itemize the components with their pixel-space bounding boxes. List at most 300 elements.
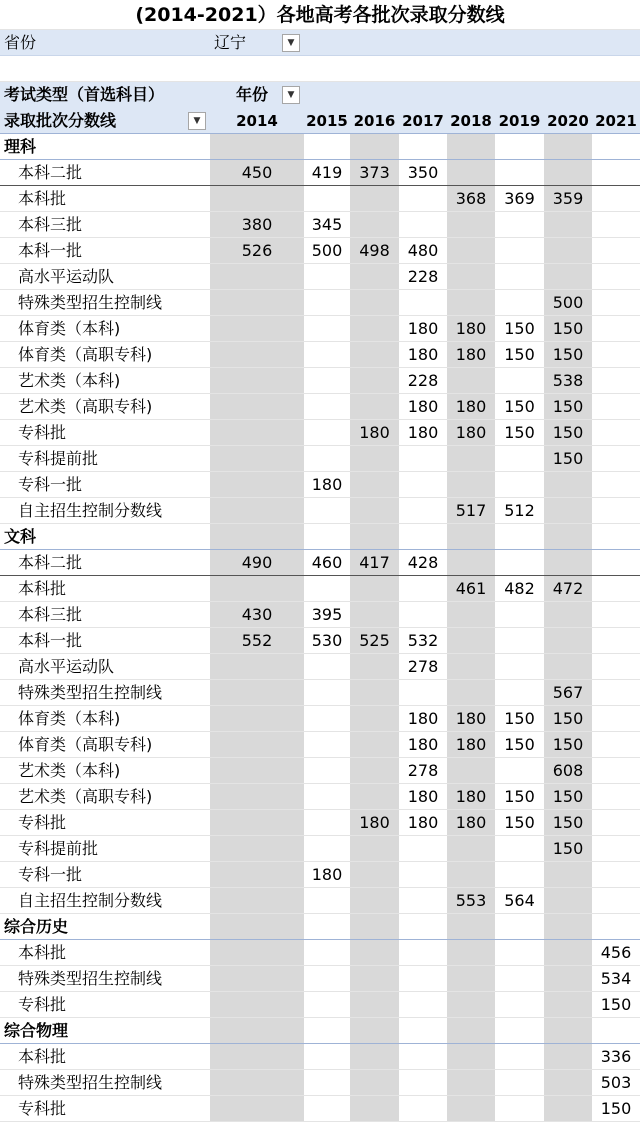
group-label[interactable]: 综合历史 [4, 917, 69, 936]
value-cell[interactable] [544, 1044, 592, 1069]
value-cell[interactable] [350, 290, 399, 315]
value-cell[interactable] [350, 342, 399, 367]
value-cell[interactable] [350, 576, 399, 601]
row-label[interactable]: 专科批 [18, 813, 67, 832]
value-cell[interactable] [210, 1044, 304, 1069]
value-cell[interactable] [495, 212, 544, 237]
value-cell[interactable] [544, 992, 592, 1017]
value-cell[interactable] [447, 550, 495, 575]
value-cell[interactable] [592, 212, 640, 237]
value-cell[interactable] [592, 290, 640, 315]
value-cell[interactable] [350, 446, 399, 471]
value-cell[interactable] [447, 862, 495, 887]
value-cell[interactable] [304, 368, 350, 393]
row-label[interactable]: 艺术类（高职专科) [18, 787, 153, 806]
value-cell[interactable] [304, 992, 350, 1017]
value-cell[interactable]: 530 [311, 631, 343, 650]
value-cell[interactable]: 480 [407, 241, 439, 260]
row-label[interactable]: 本科一批 [18, 241, 83, 260]
row-label[interactable]: 本科三批 [18, 215, 83, 234]
value-cell[interactable]: 150 [544, 342, 592, 367]
row-label[interactable]: 本科三批 [18, 605, 83, 624]
value-cell[interactable]: 472 [544, 576, 592, 601]
value-cell[interactable] [304, 290, 350, 315]
value-cell[interactable] [350, 888, 399, 913]
value-cell[interactable] [350, 1044, 399, 1069]
row-label[interactable]: 自主招生控制分数线 [18, 891, 163, 910]
value-cell[interactable] [447, 264, 495, 289]
value-cell[interactable] [304, 264, 350, 289]
value-cell[interactable] [210, 342, 304, 367]
value-cell[interactable] [447, 602, 495, 627]
value-cell[interactable] [447, 836, 495, 861]
value-cell[interactable] [495, 992, 544, 1017]
value-cell[interactable]: 150 [544, 836, 592, 861]
value-cell[interactable] [304, 1044, 350, 1069]
value-cell[interactable]: 417 [350, 550, 399, 575]
value-cell[interactable]: 538 [544, 368, 592, 393]
value-cell[interactable] [399, 290, 447, 315]
value-cell[interactable]: 460 [311, 553, 343, 572]
value-cell[interactable] [592, 576, 640, 601]
value-cell[interactable] [544, 966, 592, 991]
value-cell[interactable]: 526 [210, 238, 304, 263]
value-cell[interactable] [495, 550, 544, 575]
value-cell[interactable] [592, 810, 640, 835]
value-cell[interactable] [350, 940, 399, 965]
row-label[interactable]: 本科二批 [18, 163, 83, 182]
value-cell[interactable]: 180 [350, 420, 399, 445]
value-cell[interactable] [447, 446, 495, 471]
value-cell[interactable] [210, 186, 304, 211]
row-label[interactable]: 本科批 [18, 943, 67, 962]
value-cell[interactable] [544, 628, 592, 653]
value-cell[interactable]: 500 [544, 290, 592, 315]
value-cell[interactable]: 373 [350, 160, 399, 185]
value-cell[interactable] [399, 446, 447, 471]
value-cell[interactable] [210, 472, 304, 497]
value-cell[interactable] [544, 498, 592, 523]
row-label[interactable]: 专科提前批 [18, 839, 99, 858]
value-cell[interactable] [544, 238, 592, 263]
value-cell[interactable]: 150 [504, 709, 535, 728]
value-cell[interactable] [495, 368, 544, 393]
value-cell[interactable] [210, 680, 304, 705]
value-cell[interactable] [210, 654, 304, 679]
value-cell[interactable] [304, 940, 350, 965]
value-cell[interactable]: 228 [407, 371, 439, 390]
value-cell[interactable] [210, 446, 304, 471]
value-cell[interactable]: 150 [544, 394, 592, 419]
value-cell[interactable]: 450 [210, 160, 304, 185]
value-cell[interactable] [592, 628, 640, 653]
value-cell[interactable]: 180 [447, 732, 495, 757]
value-cell[interactable] [399, 472, 447, 497]
value-cell[interactable] [495, 1044, 544, 1069]
value-cell[interactable] [544, 602, 592, 627]
value-cell[interactable] [592, 446, 640, 471]
value-cell[interactable] [447, 238, 495, 263]
value-cell[interactable] [544, 550, 592, 575]
value-cell[interactable] [447, 940, 495, 965]
row-label[interactable]: 体育类（本科) [18, 319, 121, 338]
value-cell[interactable] [350, 186, 399, 211]
value-cell[interactable]: 345 [311, 215, 343, 234]
value-cell[interactable]: 150 [504, 319, 535, 338]
value-cell[interactable] [592, 862, 640, 887]
value-cell[interactable]: 461 [447, 576, 495, 601]
value-cell[interactable] [210, 784, 304, 809]
value-cell[interactable] [350, 992, 399, 1017]
value-cell[interactable] [544, 264, 592, 289]
value-cell[interactable] [210, 576, 304, 601]
value-cell[interactable] [447, 1070, 495, 1095]
value-cell[interactable]: 553 [447, 888, 495, 913]
value-cell[interactable] [210, 264, 304, 289]
value-cell[interactable] [350, 1070, 399, 1095]
value-cell[interactable] [592, 550, 640, 575]
value-cell[interactable]: 564 [504, 891, 535, 910]
value-cell[interactable] [592, 420, 640, 445]
value-cell[interactable]: 180 [447, 706, 495, 731]
value-cell[interactable] [495, 1070, 544, 1095]
value-cell[interactable] [399, 212, 447, 237]
value-cell[interactable]: 336 [600, 1047, 632, 1066]
row-label[interactable]: 专科一批 [18, 865, 83, 884]
value-cell[interactable]: 369 [504, 189, 535, 208]
value-cell[interactable] [447, 654, 495, 679]
value-cell[interactable] [399, 498, 447, 523]
value-cell[interactable] [210, 394, 304, 419]
row-label[interactable]: 特殊类型招生控制线 [18, 293, 163, 312]
value-cell[interactable] [350, 966, 399, 991]
value-cell[interactable] [399, 940, 447, 965]
value-cell[interactable] [304, 888, 350, 913]
value-cell[interactable] [210, 1096, 304, 1121]
value-cell[interactable] [210, 368, 304, 393]
value-cell[interactable] [304, 810, 350, 835]
row-label[interactable]: 专科批 [18, 1099, 67, 1118]
value-cell[interactable] [399, 1070, 447, 1095]
value-cell[interactable] [592, 654, 640, 679]
value-cell[interactable] [544, 472, 592, 497]
value-cell[interactable] [304, 342, 350, 367]
value-cell[interactable] [495, 940, 544, 965]
value-cell[interactable] [304, 680, 350, 705]
value-cell[interactable] [544, 940, 592, 965]
value-cell[interactable] [447, 472, 495, 497]
value-cell[interactable] [495, 446, 544, 471]
row-label[interactable]: 自主招生控制分数线 [18, 501, 163, 520]
value-cell[interactable] [210, 706, 304, 731]
row-label[interactable]: 特殊类型招生控制线 [18, 683, 163, 702]
value-cell[interactable] [350, 394, 399, 419]
value-cell[interactable]: 512 [504, 501, 535, 520]
value-cell[interactable]: 278 [407, 657, 439, 676]
row-label[interactable]: 本科一批 [18, 631, 83, 650]
value-cell[interactable] [495, 628, 544, 653]
value-cell[interactable]: 150 [504, 345, 535, 364]
value-cell[interactable]: 150 [504, 735, 535, 754]
value-cell[interactable] [350, 264, 399, 289]
value-cell[interactable]: 278 [407, 761, 439, 780]
value-cell[interactable] [304, 732, 350, 757]
group-label[interactable]: 理科 [4, 137, 37, 156]
value-cell[interactable] [210, 862, 304, 887]
value-cell[interactable] [495, 160, 544, 185]
value-cell[interactable]: 567 [544, 680, 592, 705]
value-cell[interactable] [447, 212, 495, 237]
value-cell[interactable] [544, 1070, 592, 1095]
value-cell[interactable]: 525 [350, 628, 399, 653]
value-cell[interactable] [592, 472, 640, 497]
row-label[interactable]: 专科一批 [18, 475, 83, 494]
value-cell[interactable] [210, 732, 304, 757]
value-cell[interactable] [592, 888, 640, 913]
value-cell[interactable] [304, 394, 350, 419]
value-cell[interactable]: 180 [447, 342, 495, 367]
value-cell[interactable] [210, 758, 304, 783]
value-cell[interactable] [544, 212, 592, 237]
value-cell[interactable]: 180 [447, 420, 495, 445]
value-cell[interactable]: 180 [311, 865, 343, 884]
value-cell[interactable] [447, 1096, 495, 1121]
value-cell[interactable]: 517 [447, 498, 495, 523]
value-cell[interactable] [304, 576, 350, 601]
row-label[interactable]: 本科批 [18, 579, 67, 598]
value-cell[interactable] [350, 680, 399, 705]
value-cell[interactable] [592, 342, 640, 367]
value-cell[interactable] [350, 498, 399, 523]
value-cell[interactable] [304, 1070, 350, 1095]
value-cell[interactable] [399, 1044, 447, 1069]
value-cell[interactable] [399, 836, 447, 861]
value-cell[interactable]: 395 [311, 605, 343, 624]
value-cell[interactable]: 180 [407, 397, 439, 416]
year-dropdown-icon[interactable]: ▼ [282, 86, 300, 104]
value-cell[interactable] [592, 498, 640, 523]
row-label[interactable]: 特殊类型招生控制线 [18, 1073, 163, 1092]
value-cell[interactable] [399, 602, 447, 627]
group-label[interactable]: 文科 [4, 527, 37, 546]
filter-value[interactable]: 辽宁 [214, 33, 247, 52]
value-cell[interactable] [304, 758, 350, 783]
value-cell[interactable]: 482 [504, 579, 535, 598]
value-cell[interactable]: 552 [210, 628, 304, 653]
value-cell[interactable]: 180 [407, 813, 439, 832]
value-cell[interactable] [210, 316, 304, 341]
value-cell[interactable]: 500 [311, 241, 343, 260]
value-cell[interactable] [495, 264, 544, 289]
value-cell[interactable] [495, 602, 544, 627]
value-cell[interactable] [495, 758, 544, 783]
value-cell[interactable]: 180 [311, 475, 343, 494]
value-cell[interactable]: 150 [600, 995, 632, 1014]
value-cell[interactable] [592, 602, 640, 627]
value-cell[interactable] [210, 836, 304, 861]
value-cell[interactable] [304, 654, 350, 679]
value-cell[interactable] [350, 758, 399, 783]
value-cell[interactable]: 150 [544, 420, 592, 445]
value-cell[interactable]: 180 [407, 787, 439, 806]
value-cell[interactable] [544, 888, 592, 913]
row-label[interactable]: 艺术类（本科) [18, 371, 121, 390]
value-cell[interactable] [304, 186, 350, 211]
value-cell[interactable]: 428 [407, 553, 439, 572]
value-cell[interactable] [304, 498, 350, 523]
value-cell[interactable] [447, 680, 495, 705]
value-cell[interactable]: 380 [210, 212, 304, 237]
value-cell[interactable] [447, 992, 495, 1017]
value-cell[interactable]: 180 [447, 394, 495, 419]
value-cell[interactable] [447, 1044, 495, 1069]
row-label[interactable]: 本科批 [18, 1047, 67, 1066]
value-cell[interactable]: 150 [600, 1099, 632, 1118]
value-cell[interactable] [210, 888, 304, 913]
value-cell[interactable] [304, 420, 350, 445]
value-cell[interactable] [304, 966, 350, 991]
value-cell[interactable] [592, 680, 640, 705]
value-cell[interactable] [304, 836, 350, 861]
value-cell[interactable]: 180 [447, 810, 495, 835]
row-label[interactable]: 本科批 [18, 189, 67, 208]
value-cell[interactable] [592, 758, 640, 783]
value-cell[interactable]: 180 [407, 319, 439, 338]
value-cell[interactable]: 150 [544, 784, 592, 809]
value-cell[interactable]: 180 [447, 784, 495, 809]
value-cell[interactable] [399, 1096, 447, 1121]
row-label[interactable]: 体育类（本科) [18, 709, 121, 728]
value-cell[interactable]: 456 [600, 943, 632, 962]
value-cell[interactable] [304, 446, 350, 471]
value-cell[interactable] [544, 654, 592, 679]
value-cell[interactable] [495, 290, 544, 315]
value-cell[interactable] [447, 758, 495, 783]
group-label[interactable]: 综合物理 [4, 1021, 69, 1040]
value-cell[interactable]: 150 [544, 446, 592, 471]
row-label[interactable]: 专科批 [18, 423, 67, 442]
value-cell[interactable] [592, 368, 640, 393]
value-cell[interactable]: 150 [504, 423, 535, 442]
row-label[interactable]: 专科提前批 [18, 449, 99, 468]
value-cell[interactable] [495, 1096, 544, 1121]
value-cell[interactable] [210, 498, 304, 523]
value-cell[interactable] [350, 316, 399, 341]
value-cell[interactable] [495, 472, 544, 497]
value-cell[interactable]: 368 [447, 186, 495, 211]
value-cell[interactable] [350, 654, 399, 679]
value-cell[interactable] [210, 992, 304, 1017]
value-cell[interactable] [350, 212, 399, 237]
value-cell[interactable]: 503 [600, 1073, 632, 1092]
value-cell[interactable]: 608 [544, 758, 592, 783]
value-cell[interactable] [495, 238, 544, 263]
value-cell[interactable] [399, 966, 447, 991]
value-cell[interactable]: 150 [504, 813, 535, 832]
value-cell[interactable]: 490 [210, 550, 304, 575]
value-cell[interactable] [592, 264, 640, 289]
value-cell[interactable] [304, 316, 350, 341]
value-cell[interactable] [592, 186, 640, 211]
value-cell[interactable] [399, 680, 447, 705]
value-cell[interactable] [210, 940, 304, 965]
value-cell[interactable] [350, 706, 399, 731]
value-cell[interactable] [350, 784, 399, 809]
row-label[interactable]: 特殊类型招生控制线 [18, 969, 163, 988]
value-cell[interactable]: 359 [544, 186, 592, 211]
value-cell[interactable] [495, 966, 544, 991]
value-cell[interactable]: 498 [350, 238, 399, 263]
value-cell[interactable] [399, 576, 447, 601]
value-cell[interactable] [592, 784, 640, 809]
value-cell[interactable] [495, 836, 544, 861]
value-cell[interactable] [304, 784, 350, 809]
value-cell[interactable]: 350 [407, 163, 439, 182]
value-cell[interactable] [544, 862, 592, 887]
row-label[interactable]: 高水平运动队 [18, 657, 115, 676]
value-cell[interactable]: 534 [600, 969, 632, 988]
value-cell[interactable] [399, 888, 447, 913]
value-cell[interactable] [210, 420, 304, 445]
value-cell[interactable]: 150 [504, 787, 535, 806]
value-cell[interactable] [350, 602, 399, 627]
value-cell[interactable] [592, 732, 640, 757]
value-cell[interactable]: 180 [407, 423, 439, 442]
value-cell[interactable] [447, 160, 495, 185]
batch-dropdown-icon[interactable]: ▼ [188, 112, 206, 130]
value-cell[interactable]: 180 [447, 316, 495, 341]
value-cell[interactable]: 430 [210, 602, 304, 627]
value-cell[interactable]: 180 [407, 709, 439, 728]
value-cell[interactable] [447, 628, 495, 653]
value-cell[interactable] [210, 1070, 304, 1095]
value-cell[interactable] [399, 992, 447, 1017]
value-cell[interactable] [495, 862, 544, 887]
value-cell[interactable] [350, 732, 399, 757]
value-cell[interactable] [447, 966, 495, 991]
value-cell[interactable] [592, 706, 640, 731]
value-cell[interactable] [350, 1096, 399, 1121]
value-cell[interactable] [304, 706, 350, 731]
value-cell[interactable] [495, 654, 544, 679]
filter-dropdown-icon[interactable]: ▼ [282, 34, 300, 52]
value-cell[interactable]: 180 [407, 735, 439, 754]
row-label[interactable]: 本科二批 [18, 553, 83, 572]
value-cell[interactable]: 180 [407, 345, 439, 364]
row-label[interactable]: 专科批 [18, 995, 67, 1014]
value-cell[interactable]: 180 [350, 810, 399, 835]
value-cell[interactable] [210, 966, 304, 991]
value-cell[interactable]: 150 [544, 706, 592, 731]
value-cell[interactable] [399, 862, 447, 887]
value-cell[interactable] [399, 186, 447, 211]
value-cell[interactable]: 150 [504, 397, 535, 416]
row-label[interactable]: 艺术类（本科) [18, 761, 121, 780]
value-cell[interactable] [592, 836, 640, 861]
value-cell[interactable] [495, 680, 544, 705]
value-cell[interactable]: 150 [544, 732, 592, 757]
value-cell[interactable] [592, 160, 640, 185]
value-cell[interactable]: 228 [407, 267, 439, 286]
value-cell[interactable] [350, 472, 399, 497]
value-cell[interactable] [592, 238, 640, 263]
row-label[interactable]: 艺术类（高职专科) [18, 397, 153, 416]
value-cell[interactable] [304, 1096, 350, 1121]
row-label[interactable]: 高水平运动队 [18, 267, 115, 286]
value-cell[interactable] [592, 394, 640, 419]
value-cell[interactable]: 150 [544, 316, 592, 341]
value-cell[interactable] [544, 1096, 592, 1121]
